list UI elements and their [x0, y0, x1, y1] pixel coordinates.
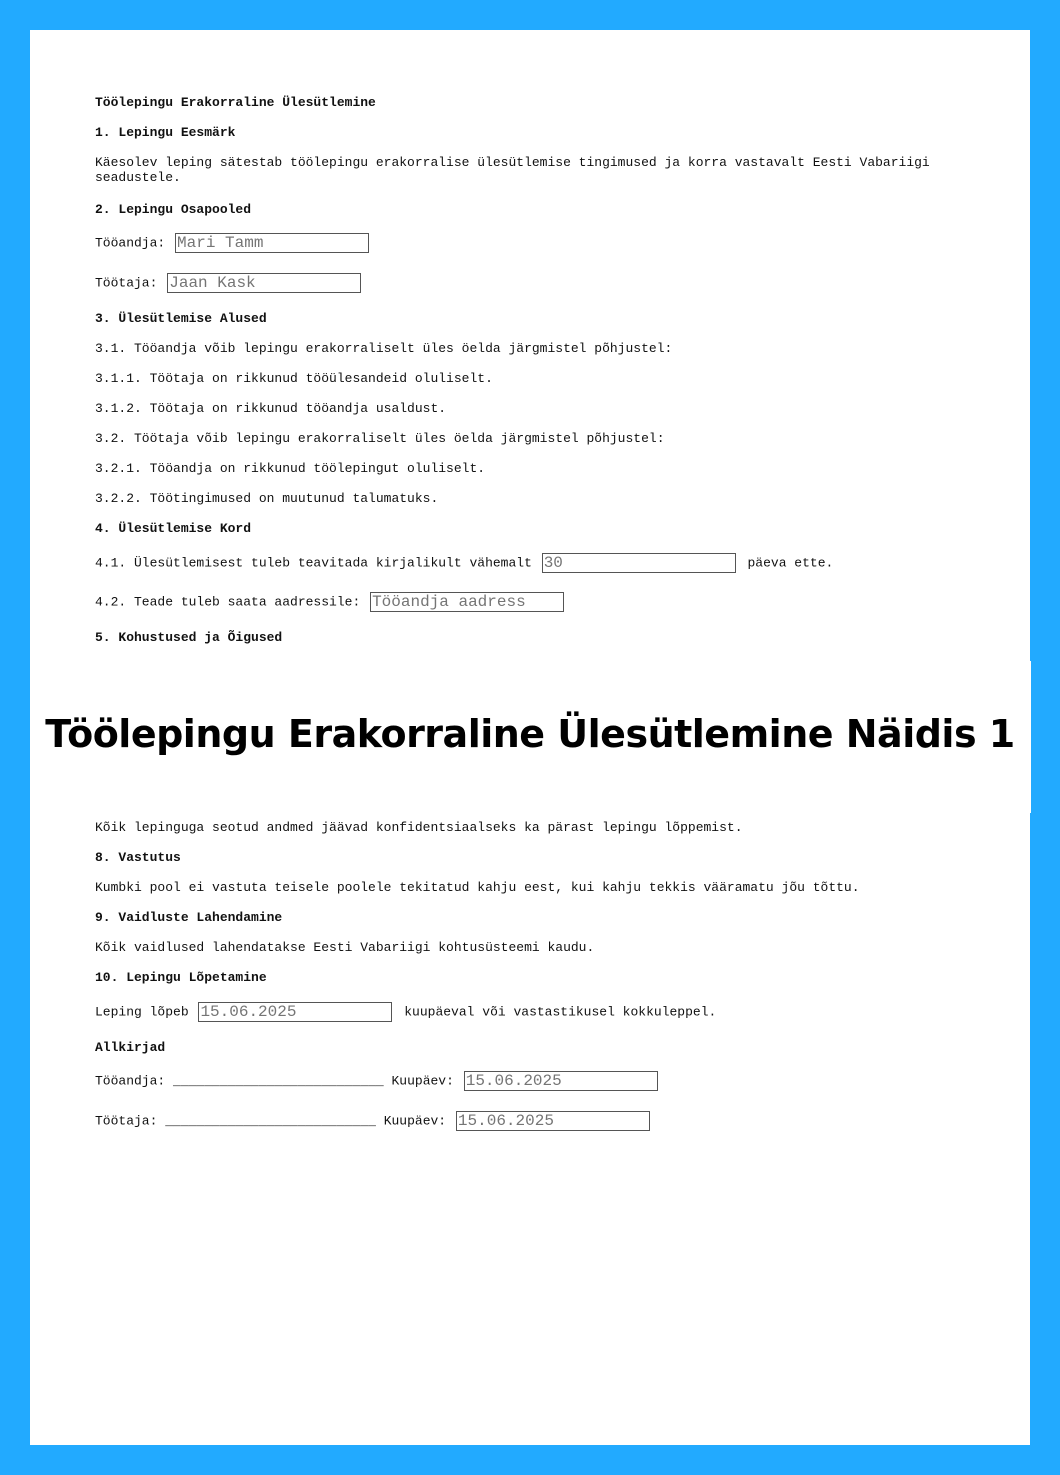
- end-date-text: Leping lõpeb: [95, 1004, 189, 1020]
- section-3-heading: 3. Ülesütlemise Alused: [95, 311, 267, 326]
- employee-label: Töötaja:: [95, 275, 158, 291]
- section-10-heading: 10. Lepingu Lõpetamine: [95, 970, 267, 985]
- employee-signature-label: Töötaja:: [95, 1113, 158, 1129]
- employee-date-label: Kuupäev:: [383, 1113, 447, 1129]
- employer-label: Tööandja:: [95, 235, 166, 251]
- section-3-item: 3.2.1. Tööandja on rikkunud töölepingut oluliselt.: [95, 461, 486, 476]
- employer-date-input[interactable]: [464, 1071, 658, 1091]
- section-3-item: 3.2.2. Töötingimused on muutunud talumatuks.: [95, 491, 439, 506]
- section-3-item: 3.2. Töötaja võib lepingu erakorraliselt üles öelda järgmistel põhjustel:: [95, 431, 665, 446]
- employer-name-input[interactable]: [175, 233, 369, 253]
- section-3-item: 3.1.1. Töötaja on rikkunud tööülesandeid oluliselt.: [95, 371, 493, 386]
- signatures-heading: Allkirjad: [95, 1040, 166, 1055]
- notice-period-text: 4.1. Ülesütlemisest tuleb teavitada kirjalikult vähemalt: [95, 555, 532, 571]
- employer-signature-row: [95, 1071, 662, 1091]
- employer-row: [95, 233, 373, 253]
- section-4-heading: 4. Ülesütlemise Kord: [95, 521, 252, 536]
- notice-period-row: [95, 553, 833, 573]
- section-5-heading: 5. Kohustused ja Õigused: [95, 630, 283, 645]
- notice-days-input[interactable]: [542, 553, 736, 573]
- banner-title: Töölepingu Erakorraline Ülesütlemine Näidis 1: [45, 712, 1015, 756]
- employee-row: [95, 273, 365, 293]
- end-date-input[interactable]: [198, 1002, 392, 1022]
- section-1-text: Käesolev leping sätestab töölepingu erakorralise ülesütlemise tingimused ja korra vastavalt Eesti Vabariigi seadustele.: [95, 155, 930, 185]
- section-8-text: Kumbki pool ei vastuta teisele poolele tekitatud kahju eest, kui kahju tekkis vääramatu jõu tõttu.: [95, 880, 860, 895]
- end-date-suffix: kuupäeval või vastastikusel kokkuleppel.: [404, 1004, 717, 1020]
- end-date-row: [95, 1002, 716, 1022]
- section-8-heading: 8. Vastutus: [95, 850, 181, 865]
- section-9-heading: 9. Vaidluste Lahendamine: [95, 910, 283, 925]
- employer-signature-label: Tööandja:: [95, 1073, 166, 1089]
- employee-name-input[interactable]: [167, 273, 361, 293]
- employee-signature-row: [95, 1111, 654, 1131]
- document-title: Töölepingu Erakorraline Ülesütlemine: [95, 95, 376, 110]
- employer-date-label: Kuupäev:: [391, 1073, 454, 1089]
- confidentiality-text: Kõik lepinguga seotud andmed jäävad konfidentsiaalseks ka pärast lepingu lõppemist.: [95, 820, 743, 835]
- employee-signature-line[interactable]: ___________________________: [165, 1113, 376, 1129]
- section-3-item: 3.1. Tööandja võib lepingu erakorraliselt üles öelda järgmistel põhjustel:: [95, 341, 673, 356]
- employee-date-input[interactable]: [456, 1111, 650, 1131]
- notice-address-row: [95, 592, 568, 612]
- section-3-item: 3.1.2. Töötaja on rikkunud tööandja usaldust.: [95, 401, 447, 416]
- employer-signature-line[interactable]: ___________________________: [173, 1073, 384, 1089]
- notice-period-suffix: päeva ette.: [747, 555, 834, 571]
- employer-address-input[interactable]: [370, 592, 564, 612]
- section-9-text: Kõik vaidlused lahendatakse Eesti Vabariigi kohtusüsteemi kaudu.: [95, 940, 595, 955]
- section-1-heading: 1. Lepingu Eesmärk: [95, 125, 236, 140]
- notice-address-text: 4.2. Teade tuleb saata aadressile:: [95, 594, 361, 610]
- section-2-heading: 2. Lepingu Osapooled: [95, 202, 252, 217]
